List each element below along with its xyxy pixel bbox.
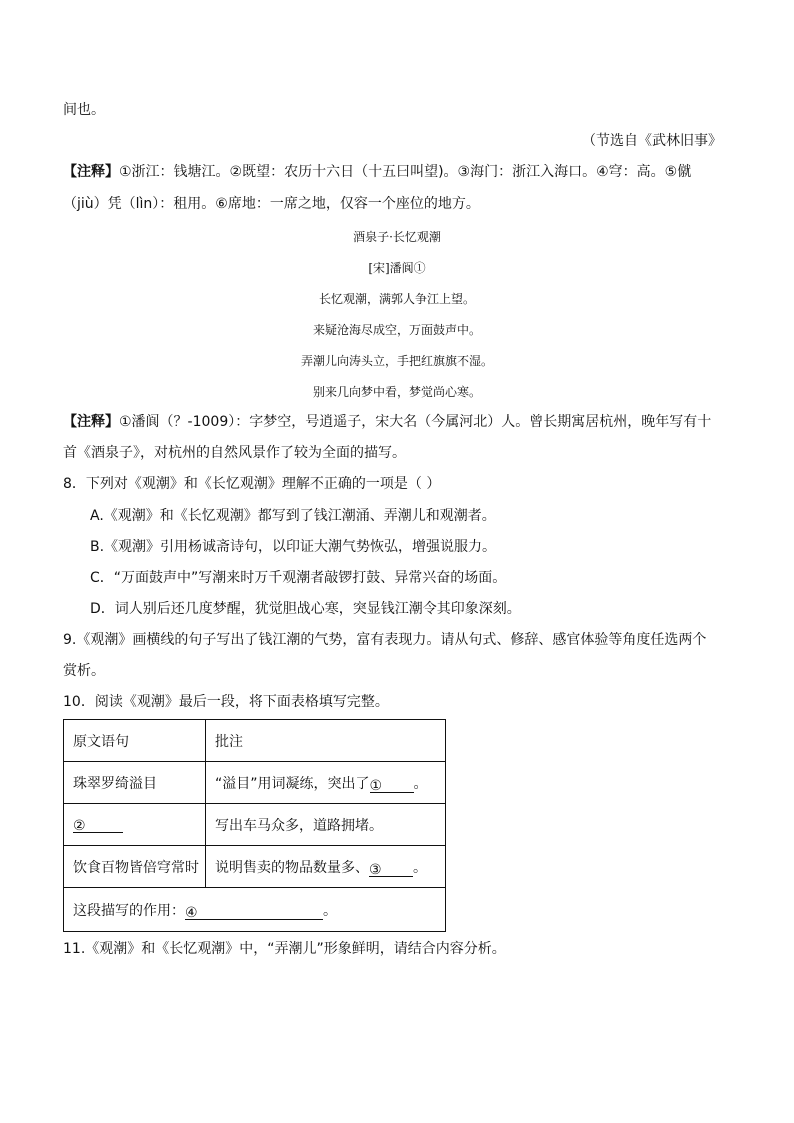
note-text: ①浙江：钱塘江。②既望：农历十六日（十五曰叫望)。③海门：浙江入海口。④穹：高。⑤僦 [119,164,692,180]
poem-note-1 [63,412,711,432]
blank-number: ① [369,777,383,794]
table-cell [206,846,446,888]
table-row [64,888,446,932]
answer-blank-1[interactable] [370,778,414,793]
table-cell: 珠翠罗绮溢目 [64,762,206,804]
question-8-option-c: C．“万面鼓声中”写潮来时万千观潮者敲锣打鼓、异常兴奋的场面。 [90,570,507,586]
cell-text: 。 [413,775,428,792]
blank-number: ④ [185,904,198,921]
poem-line: 弄潮儿向涛头立，手把红旗旗不湿。 [300,354,493,368]
passage-line-end: 间也。 [63,102,105,118]
cell-text: 这段描写的作用： [73,902,185,919]
poem-title: 酒泉子·长忆观潮 [353,230,441,244]
poem-line: 别来几向梦中看，梦觉尚心寒。 [312,385,481,399]
poem-line: 来疑沧海尽成空，万面鼓声中。 [312,323,481,337]
table-header-row [64,720,446,762]
table-cell [206,762,446,804]
answer-blank-2[interactable] [73,818,123,833]
passage-note-1 [63,162,691,182]
table-cell: 饮食百物皆倍穹常时 [64,846,206,888]
table-cell [64,888,446,932]
question-8-option-d: D．词人别后还几度梦醒，犹觉胆战心寒，突显钱江潮令其印象深刻。 [90,601,521,617]
cell-text: 。 [323,902,337,919]
poem-author: [宋]潘阆① [368,261,426,275]
question-9-line-2: 赏析。 [63,663,105,679]
question-11-stem: 11.《观潮》和《长忆观潮》中，“弄潮儿”形象鲜明，请结合内容分析。 [63,941,506,957]
table-row [64,762,446,804]
poem-note-2: 首《酒泉子》，对杭州的自然风景作了较为全面的描写。 [63,445,406,461]
blank-number: ③ [369,861,382,878]
poem-line: 长忆观潮，满郭人争江上望。 [318,292,475,306]
passage-note-2: （jiù）凭（lìn）：租用。⑥席地：一席之地，仅容一个座位的地方。 [63,196,480,212]
annotation-table [63,719,446,932]
passage-source: （节选自《武林旧事》 [582,133,722,149]
cell-text: 。 [413,859,427,876]
note-text: ①潘阆（？-1009）：字梦空，号逍遥子，宋大名（今属河北）人。曾长期寓居杭州，晚年写有十 [119,414,712,430]
note-label: 【注释】 [63,414,119,430]
answer-blank-4[interactable] [185,905,323,920]
question-8-option-a: A.《观潮》和《长忆观潮》都写到了钱江潮涌、弄潮儿和观潮者。 [90,508,496,524]
question-8-stem: 8．下列对《观潮》和《长忆观潮》理解不正确的一项是（ ） [63,476,441,492]
cell-text: “溢目”用词凝练，突出了 [215,775,370,792]
table-header-cell: 批注 [206,720,446,762]
table-row [64,846,446,888]
table-header-cell: 原文语句 [64,720,206,762]
question-10-stem: 10．阅读《观潮》最后一段，将下面表格填写完整。 [63,694,389,710]
note-label: 【注释】 [63,164,119,180]
cell-text: 说明售卖的物品数量多、 [215,859,369,876]
table-cell: 写出车马众多，道路拥堵。 [206,804,446,846]
question-9-line-1: 9.《观潮》画横线的句子写出了钱江潮的气势，富有表现力。请从句式、修辞、感官体验等角度任选两个 [63,632,707,648]
blank-number: ② [73,818,86,834]
question-8-option-b: B.《观潮》引用杨诚斋诗句，以印证大潮气势恢弘，增强说服力。 [90,539,497,555]
table-row [64,804,446,846]
answer-blank-3[interactable] [369,862,413,877]
table-cell [64,804,206,846]
